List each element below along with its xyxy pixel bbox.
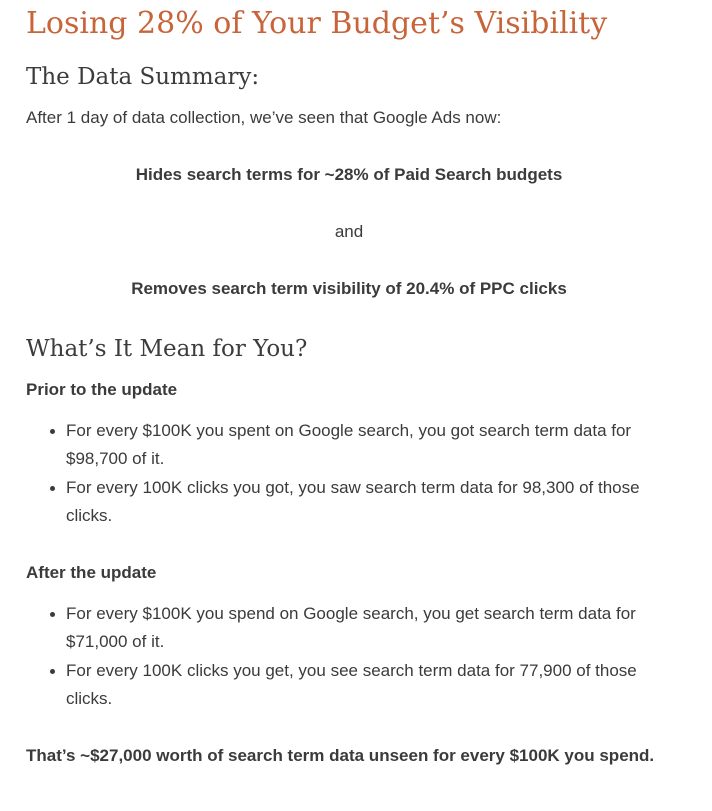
after-update-label: After the update <box>26 563 157 582</box>
bullet-icon <box>50 669 55 674</box>
data-summary-heading: The Data Summary: <box>26 64 260 90</box>
article-body <box>26 0 696 770</box>
list-item <box>66 657 696 713</box>
finding-budget: Hides search terms for ~28% of Paid Search budgets <box>135 165 563 184</box>
list-item-text: For every 100K clicks you got, you saw search term data for 98,300 of those clicks. <box>66 478 640 525</box>
bullet-icon <box>50 612 55 617</box>
list-item <box>66 474 696 530</box>
connector-text: and <box>334 222 364 241</box>
finding-clicks: Removes search term visibility of 20.4% of PPC clicks <box>131 279 567 298</box>
prior-update-label: Prior to the update <box>26 380 178 399</box>
bullet-icon <box>50 486 55 491</box>
prior-update-list <box>26 417 696 530</box>
after-update-list <box>26 600 696 713</box>
page-title: Losing 28% of Your Budget’s Visibility <box>26 6 608 41</box>
intro-paragraph: After 1 day of data collection, we’ve seen that Google Ads now: <box>26 108 502 127</box>
list-item-text: For every $100K you spend on Google search, you get search term data for $71,000 of it. <box>66 604 636 651</box>
list-item-text: For every 100K clicks you get, you see search term data for 77,900 of those clicks. <box>66 661 637 708</box>
closing-statement: That’s ~$27,000 worth of search term data unseen for every $100K you spend. <box>26 746 655 765</box>
list-item-text: For every $100K you spent on Google search, you got search term data for $98,700 of it. <box>66 421 632 468</box>
bullet-icon <box>50 429 55 434</box>
meaning-heading: What’s It Mean for You? <box>26 336 308 362</box>
list-item <box>66 417 696 473</box>
list-item <box>66 600 696 656</box>
